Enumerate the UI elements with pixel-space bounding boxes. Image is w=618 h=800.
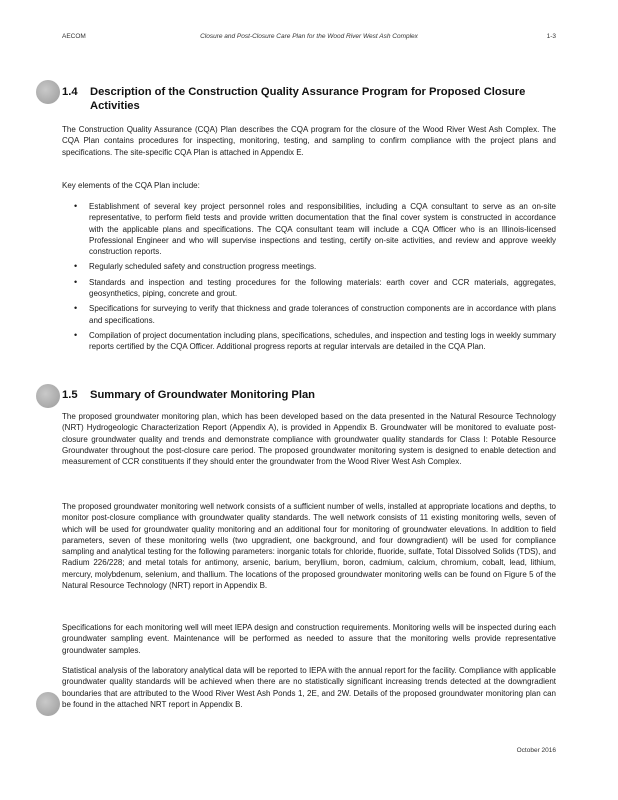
section-1-4-intro: The Construction Quality Assurance (CQA) Plan describes the CQA program for the closure of the Wood River West Ash Complex. The CQA Plan contains procedures for inspecting, monitoring, testing, and sampling to confirm compliance with the project plans and specifications. The site-specific CQA Plan is attached in Appendix E. — [62, 125, 556, 157]
footer-date: October 2016 — [516, 747, 556, 754]
groundwater-paragraph-2: The proposed groundwater monitoring well network consists of a sufficient number of wells, installed at appropriate locations and depths, to monitor post-closure compliance with groundwater quality standards. The well network consists of 11 existing monitoring wells, seven of which will be used for groundwater quality monitoring and an additional four for monitoring of groundwater elevations. In addition to field parameters, seven of these monitoring wells (two upgradient, one background, and four downgradient) will be used for compliance sampling and analytical testing for the following parameters: inorganic totals for chloride, fluoride, sulfate, Total Dissolved Solids (TDS), and Radium 226/228; and metal totals for antimony, arsenic, barium, beryllium, boron, cadmium, calcium, chromium, cobalt, lead, lithium, mercury, molybdenum, selenium, and thallium. The locations of the proposed groundwater monitoring wells can be found on Figure 5 of the Natural Resource Technology (NRT) report in Appendix B. — [62, 502, 556, 591]
groundwater-paragraph-1: The proposed groundwater monitoring plan, which has been developed based on the data presented in the Natural Resource Technology (NRT) Hydrogeologic Characterization Report (Appendix A), is provided in Appendix B. Groundwater will be monitored to evaluate post-closure groundwater quality and trends and demonstrate compliance with groundwater quality standards for Class I: Potable Resource Groundwater throughout the post-closure care period. The proposed groundwater monitoring system is designed to enable detection and measurement of CCR constituents if they should enter the groundwater from the Wood River West Ash Complex. — [62, 412, 556, 467]
list-item: • Regularly scheduled safety and construction progress meetings. — [62, 261, 556, 272]
list-item: • Establishment of several key project personnel roles and responsibilities, including a CQA consultant to serve as an on-site representative, to perform field tests and provide written documentation that the final cover system is constructed in accordance with the applicable plans and specifications. The CQA consultant team will include a CQA Officer who is an Illinois-licensed Professional Engineer and who will supervise inspections and testing, certify on-site activities, and review and approve weekly construction reports. — [62, 201, 556, 257]
section-heading-1-4 — [62, 85, 560, 113]
header-org: AECOM — [62, 33, 86, 40]
punch-hole-mark-top — [36, 80, 60, 104]
section-title: Summary of Groundwater Monitoring Plan — [90, 389, 316, 401]
section-title: Description of the Construction Quality Assurance Program for Proposed Closure Activities — [90, 86, 526, 112]
section-number: 1.5 — [62, 389, 78, 401]
punch-hole-mark-bottom — [36, 692, 60, 716]
groundwater-paragraph-3: Specifications for each monitoring well will meet IEPA design and construction requirements. Monitoring wells will be inspected during each groundwater sampling event. Maintenance will be performed as needed to assure that the monitoring wells provide representative groundwater samples. — [62, 623, 556, 655]
list-item: • Standards and inspection and testing procedures for the following materials: earth cover and CCR materials, aggregates, geosynthetics, piping, concrete and grout. — [62, 277, 556, 300]
list-item: • Compilation of project documentation including plans, specifications, schedules, and inspection and testing logs in weekly summary reports certified by the CQA Officer. Additional progress reports at regular intervals are detailed in the CQA Plan. — [62, 330, 556, 353]
list-item: • Specifications for surveying to verify that thickness and grade tolerances of construction components are in accordance with plans and specifications. — [62, 303, 556, 326]
groundwater-paragraph-4: Statistical analysis of the laboratory analytical data will be reported to IEPA with the annual report for the facility. Compliance with applicable groundwater quality standards will be achieved when there are no statistically significant increasing trends detected at the downgradient boundaries that are attributed to the Wood River West Ash Ponds 1, 2E, and 2W. Details of the proposed groundwater monitoring plan can be found in the attached NRT report in Appendix B. — [62, 666, 556, 709]
section-number: 1.4 — [62, 86, 78, 98]
punch-hole-mark-middle — [36, 384, 60, 408]
section-heading-1-5 — [62, 388, 560, 402]
header-page-number: 1-3 — [546, 33, 556, 40]
header-document-title: Closure and Post-Closure Care Plan for the Wood River West Ash Complex — [200, 33, 418, 40]
key-elements-lead: Key elements of the CQA Plan include: — [62, 181, 200, 190]
cqa-key-elements-list — [62, 201, 556, 357]
